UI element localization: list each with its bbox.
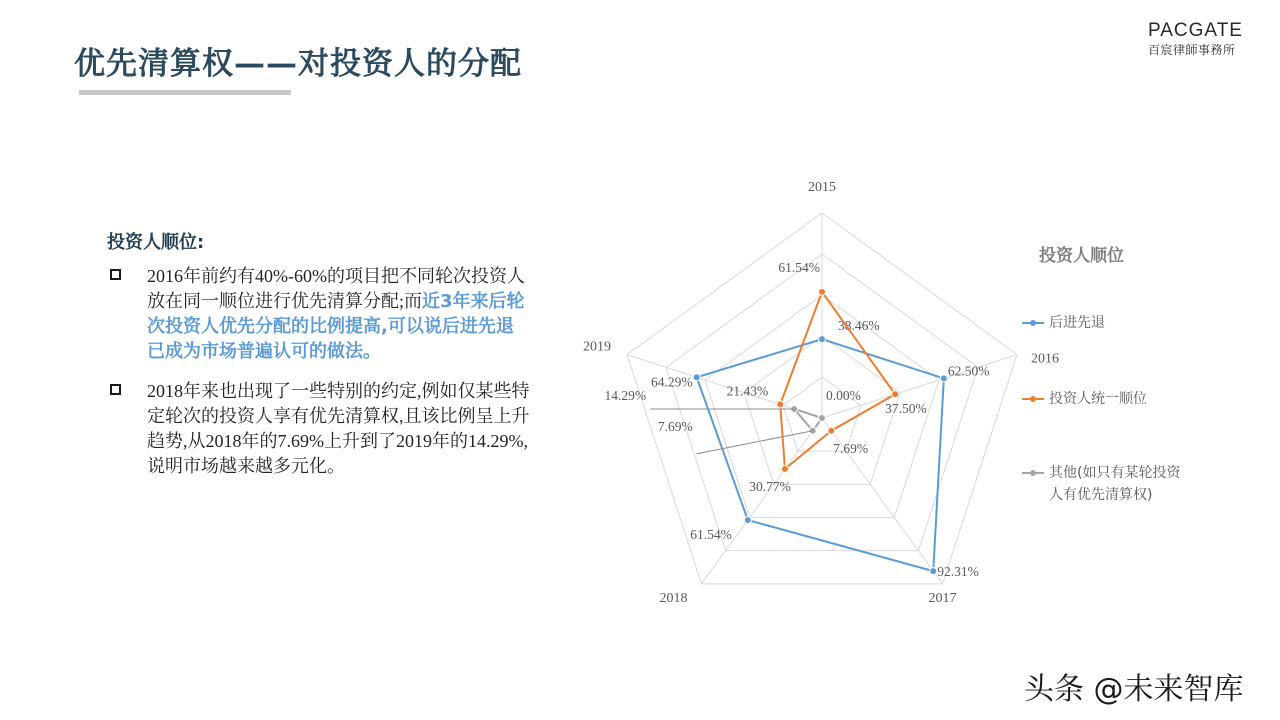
axis-label-2019: 2019 — [583, 339, 612, 355]
data-point — [777, 401, 784, 408]
data-point — [940, 375, 947, 382]
legend-item-gray — [1022, 462, 1192, 506]
data-label: 7.69% — [657, 418, 693, 434]
bullet-text: 2016年前约有40%-60%的项目把不同轮次投资人放在同一顺位进行优先清算分配;而 — [147, 266, 525, 311]
watermark: 头条 @未来智库 — [1024, 672, 1244, 707]
legend-label: 投资人统一顺位 — [1049, 391, 1147, 407]
data-label: 37.50% — [885, 401, 927, 417]
logo-wordmark: PACGATE — [1148, 20, 1243, 41]
axis-label-2016: 2016 — [1030, 351, 1059, 367]
data-point — [828, 427, 835, 434]
legend-label: 后进先退 — [1049, 315, 1105, 331]
legend-label: 其他(如只有某轮投资人有优先清算权) — [1049, 465, 1181, 503]
page-title: 优先清算权——对投资人的分配 — [74, 46, 522, 82]
section-heading: 投资人顺位: — [107, 232, 205, 253]
bullet-text: 2018年来也出现了一些特别的约定,例如仅某些特定轮次的投资人享有优先清算权,且该比例呈上升趋势,从2018年的7.69%上升到了2019年的14.29%,说明市场越来越多元化。 — [147, 381, 530, 476]
data-point — [930, 568, 937, 575]
data-point — [819, 415, 826, 422]
data-label: 61.54% — [690, 527, 732, 543]
axis-label-2017: 2017 — [928, 590, 957, 606]
data-label: 14.29% — [604, 387, 647, 403]
legend-item-orange — [1022, 388, 1222, 410]
bullet-highlight-text: 近3年来后轮次投资人优先分配的比例提高,可以说后进先退已成为市场普遍认可的做法。 — [147, 291, 525, 362]
data-point — [744, 517, 751, 524]
logo-subtitle: 百宸律師事務所 — [1148, 43, 1236, 57]
axis-label-2015: 2015 — [808, 180, 836, 195]
data-label: 61.54% — [778, 259, 820, 275]
legend-line-icon — [1022, 322, 1044, 324]
data-label: 7.69% — [833, 440, 869, 456]
data-point — [892, 391, 899, 398]
axis-label-2018: 2018 — [659, 590, 688, 606]
data-label: 0.00% — [826, 388, 861, 403]
legend-line-icon — [1022, 472, 1044, 474]
series-line-0 — [697, 339, 944, 571]
data-point — [819, 288, 826, 295]
legend-line-icon — [1022, 398, 1044, 400]
data-label: 92.31% — [937, 564, 979, 580]
data-point — [693, 374, 700, 381]
data-label: 62.50% — [947, 363, 990, 379]
legend-item-blue — [1022, 312, 1222, 334]
data-label: 38.46% — [838, 318, 880, 334]
data-label: 30.77% — [749, 479, 791, 495]
data-point — [819, 336, 826, 343]
series-line-2 — [794, 409, 822, 431]
data-label: 21.43% — [726, 383, 769, 399]
data-point — [781, 466, 788, 473]
chart-title: 投资人顺位 — [1039, 246, 1124, 266]
data-label: 64.29% — [651, 374, 693, 390]
